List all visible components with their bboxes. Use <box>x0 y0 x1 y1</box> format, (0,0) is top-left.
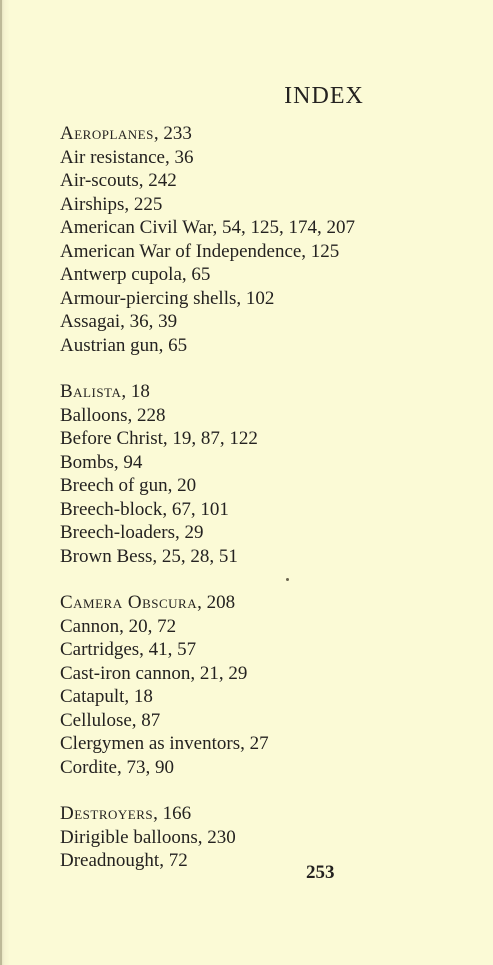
index-entry: Assagai, 36, 39 <box>60 311 178 332</box>
index-entry: Cartridges, 41, 57 <box>60 639 197 660</box>
index-group-c <box>60 591 355 779</box>
index-entry: Breech of gun, 20 <box>60 475 197 496</box>
index-heading-word: Destroyers <box>60 803 154 824</box>
index-entry: American Civil War, 54, 125, 174, 207 <box>60 217 355 238</box>
index-entry: Breech-loaders, 29 <box>60 522 204 543</box>
index-entry: American War of Independence, 125 <box>60 240 340 262</box>
index-entry: Bombs, 94 <box>60 451 143 473</box>
index-entry: Antwerp cupola, 65 <box>60 264 211 285</box>
index-entry: Before Christ, 19, 87, 122 <box>60 428 258 449</box>
index-entry: Cast-iron cannon, 21, 29 <box>60 662 248 684</box>
index-heading-word: Camera Obscura <box>60 592 198 613</box>
index-entries <box>60 122 355 896</box>
index-heading-word: Balista <box>60 381 122 402</box>
index-entry: Cellulose, 87 <box>60 709 161 731</box>
index-entry <box>60 591 355 615</box>
index-entry: Austrian gun, 65 <box>60 334 188 356</box>
index-entry: Catapult, 18 <box>60 686 153 707</box>
index-group-a <box>60 122 355 357</box>
index-entry: Air-scouts, 242 <box>60 170 177 191</box>
index-entry: Clergymen as inventors, 27 <box>60 733 269 754</box>
index-entry <box>60 802 355 826</box>
index-entry <box>60 380 355 404</box>
index-entry: Cordite, 73, 90 <box>60 756 174 778</box>
index-entry: Airships, 225 <box>60 193 163 215</box>
index-entry <box>60 122 355 146</box>
index-entry: Balloons, 228 <box>60 404 166 426</box>
index-entry: Dreadnought, 72 <box>60 850 188 871</box>
index-entry-pages: , 166 <box>153 803 192 824</box>
ink-speck <box>286 578 289 581</box>
index-heading-word: Aeroplanes <box>60 123 154 144</box>
index-entry: Brown Bess, 25, 28, 51 <box>60 545 238 567</box>
index-entry: Cannon, 20, 72 <box>60 615 177 637</box>
page-number: 253 <box>306 862 335 883</box>
index-entry: Armour-piercing shells, 102 <box>60 287 275 309</box>
index-entry-pages: , 208 <box>197 592 236 613</box>
index-entry: Dirigible balloons, 230 <box>60 826 236 848</box>
index-entry-pages: , 233 <box>153 123 192 144</box>
index-entry: Breech-block, 67, 101 <box>60 498 229 520</box>
page-title: INDEX <box>284 83 364 109</box>
index-entry-pages: , 18 <box>121 381 150 402</box>
index-entry: Air resistance, 36 <box>60 146 194 168</box>
index-group-b <box>60 380 355 568</box>
page-gutter <box>0 0 2 965</box>
